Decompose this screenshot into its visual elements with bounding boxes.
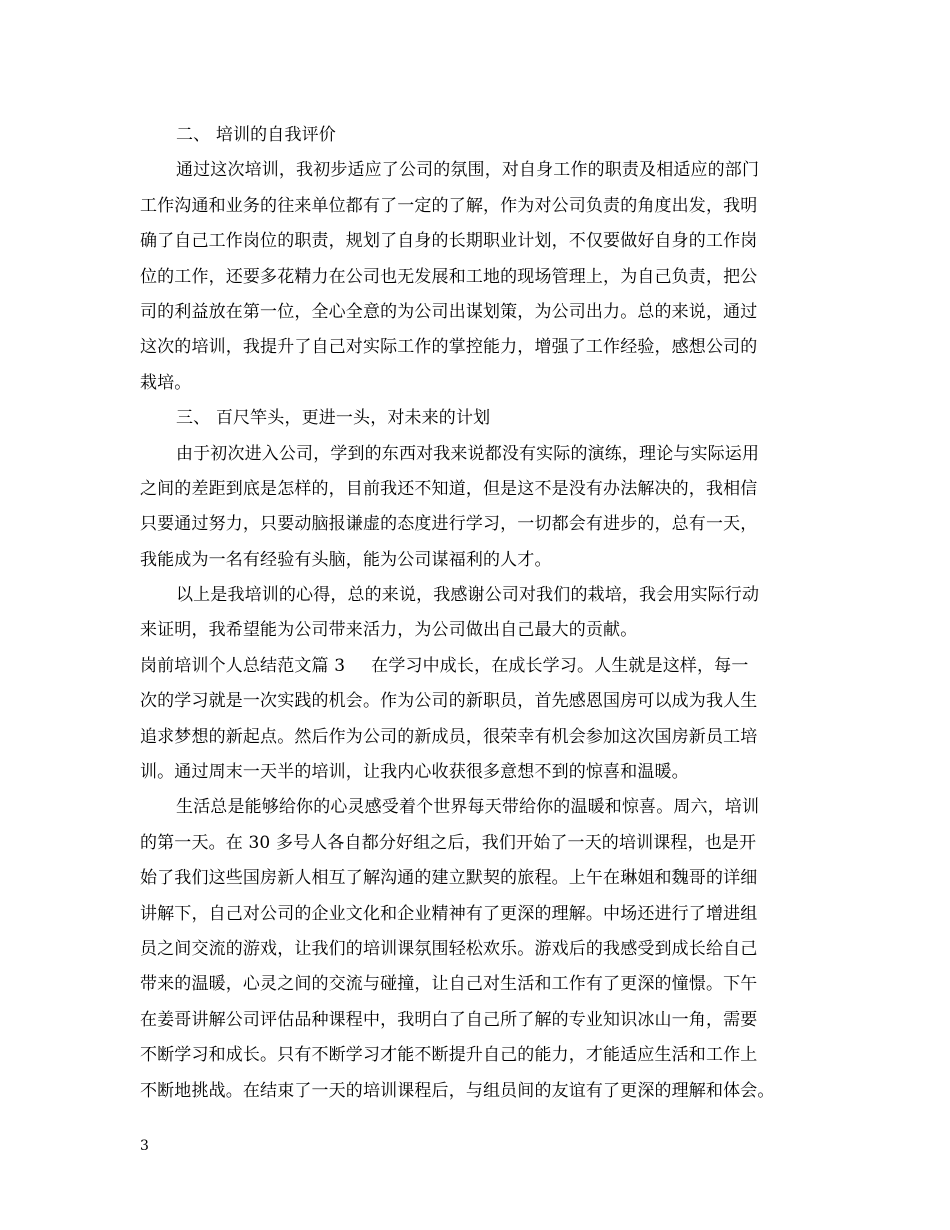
text-line: 由于初次进入公司，学到的东西对我来说都没有实际的演练，理论与实际运用: [176, 443, 760, 464]
section-heading-3: 三、 百尺竿头，更进一头，对未来的计划: [176, 408, 491, 429]
section-heading-2: 二、 培训的自我评价: [176, 125, 336, 145]
article-title: 岗前培训个人总结范文篇 3: [140, 655, 346, 676]
text-line: 不断地挑战。在结束了一天的培训课程后，与组员间的友谊有了更深的理解和体会。: [140, 1080, 775, 1101]
text-line: 生活总是能够给你的心灵感受着个世界每天带给你的温暖和惊喜。周六，培训: [176, 797, 760, 818]
text-line: 之间的差距到底是怎样的，目前我还不知道，但是这不是没有办法解决的，我相信: [140, 478, 758, 499]
text-line: 通过这次培训，我初步适应了公司的氛围，对自身工作的职责及相适应的部门: [176, 160, 760, 181]
document-body: [140, 118, 824, 1109]
text-line: 只要通过努力，只要动脑报谦虚的态度进行学习，一切都会有进步的，总有一天，: [140, 514, 758, 535]
text-line: 的第一天。在 30 多号人各自都分好组之后，我们开始了一天的培训课程，也是开: [140, 832, 757, 853]
page-number: 3: [140, 1138, 149, 1154]
text-line: 确了自己工作岗位的职责，规划了自身的长期职业计划，不仅要做好自身的工作岗: [140, 231, 758, 252]
text-line: 在学习中成长，在成长学习。人生就是这样，每一: [371, 655, 749, 676]
text-line: 来证明，我希望能为公司带来活力，为公司做出自己最大的贡献。: [140, 620, 638, 641]
article-title-line: [140, 649, 824, 684]
text-line: 以上是我培训的心得，总的来说，我感谢公司对我们的栽培，我会用实际行动: [176, 585, 760, 606]
text-line: 这次的培训，我提升了自己对实际工作的掌控能力，增强了工作经验，感想公司的: [140, 337, 758, 358]
text-line: 员之间交流的游戏，让我们的培训课氛围轻松欢乐。游戏后的我感受到成长给自己: [140, 938, 758, 959]
text-line: 始了我们这些国房新人相互了解沟通的建立默契的旅程。上午在琳姐和魏哥的详细: [140, 868, 758, 889]
text-line: 带来的温暖，心灵之间的交流与碰撞，让自己对生活和工作有了更深的憧憬。下午: [140, 974, 758, 995]
text-line: 栽培。: [140, 372, 192, 393]
text-line: 工作沟通和业务的往来单位都有了一定的了解，作为对公司负责的角度出发，我明: [140, 195, 758, 216]
text-line: 追求梦想的新起点。然后作为公司的新成员，很荣幸有机会参加这次国房新员工培: [140, 726, 758, 747]
text-line: 不断学习和成长。只有不断学习才能不断提升自己的能力，才能适应生活和工作上: [140, 1045, 758, 1066]
text-line: 讲解下，自己对公司的企业文化和企业精神有了更深的理解。中场还进行了增进组: [140, 903, 758, 924]
text-line: 我能成为一名有经验有头脑，能为公司谋福利的人才。: [140, 549, 552, 570]
text-line: 在姜哥讲解公司评估品种课程中，我明白了自己所了解的专业知识冰山一角，需要: [140, 1009, 758, 1030]
text-line: 位的工作，还要多花精力在公司也无发展和工地的现场管理上，为自己负责，把公: [140, 266, 758, 287]
text-line: 训。通过周末一天半的培训，让我内心收获很多意想不到的惊喜和温暖。: [140, 762, 689, 783]
text-line: 次的学习就是一次实践的机会。作为公司的新职员，首先感恩国房可以成为我人生: [140, 691, 758, 712]
text-line: 司的利益放在第一位，全心全意的为公司出谋划策，为公司出力。总的来说，通过: [140, 301, 758, 322]
